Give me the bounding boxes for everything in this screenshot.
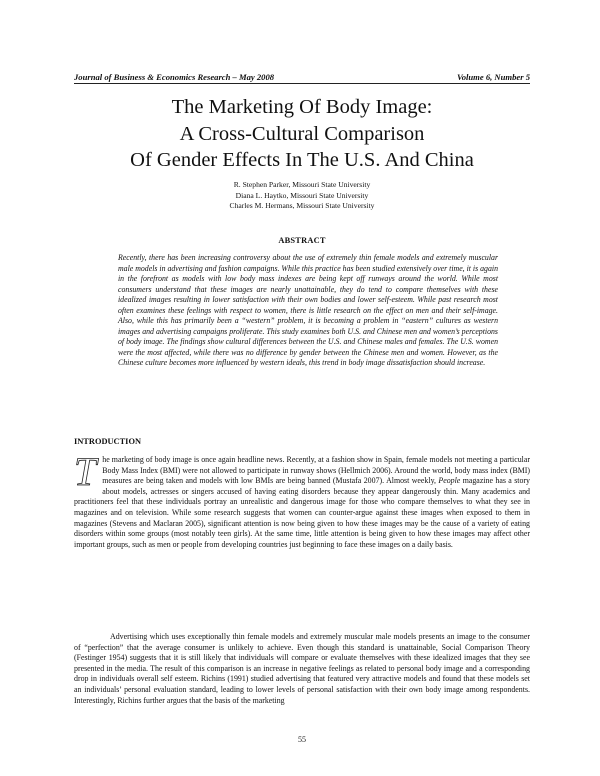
- title-line-2: A Cross-Cultural Comparison: [179, 122, 425, 145]
- drop-cap: T: [74, 449, 97, 494]
- introduction-paragraph-1: [74, 449, 531, 550]
- intro-text-italic: People: [438, 476, 461, 486]
- intro-text-a: he marketing of body image is once again headline news. Recently, at a fashion show in Spain, female models not meeting a particular Body Mass Index (BMI) were not allowed to participate in runway shows (Hellmich 2006). Around the world, body mass index (BMI) measures are being taken and models with low BMIs are being banned (Mustafa 2007). Almost weekly,: [102, 455, 530, 486]
- author-3: Charles M. Hermans, Missouri State University: [229, 201, 375, 210]
- page-number: 55: [298, 735, 306, 744]
- running-header: [74, 72, 530, 82]
- abstract-heading: ABSTRACT: [278, 236, 326, 245]
- volume-number: Volume 6, Number 5: [456, 72, 530, 82]
- journal-name: Journal of Business & Economics Research – May 2008: [74, 72, 275, 82]
- abstract-body: Recently, there has been increasing controversy about the use of extremely thin female models and extremely muscular male models in advertising and fashion campaigns. While this practice has been studied extensively over time, it is again in the forefront as models with low body mass indexes are being kept off runways around the world. While most consumers understand that these images are nearly unattainable, they do tend to compare themselves with these idealized images resulting in lower satisfaction with their own bodies and lower self-esteem. While past research most often examines these feelings with respect to women, there is little research on the effect on men and their self-image. Also, while this has primarily been a “western” problem, it is becoming a problem in “eastern” cultures as western images and advertising campaigns proliferate. This study examines both U.S. and Chinese men and women’s perceptions of body image. The findings show cultural differences between the U.S. and Chinese males and females. The U.S. women were the most affected, while there was no difference by gender between the Chinese men and women. However, as the Chinese culture becomes more influenced by western ideals, this trend in body image dissatisfaction should increase.: [118, 253, 498, 367]
- paper-title: [74, 94, 530, 174]
- title-line-1: The Marketing Of Body Image:: [171, 96, 433, 118]
- title-line-3: Of Gender Effects In The U.S. And China: [130, 149, 474, 171]
- intro-text-b: magazine has a story about models, actresses or singers accused of having eating disorders because they appear dangerously thin. Many academics and practitioners feel that these individuals portray an unrealistic and dangerous image for those who compare themselves to what they see in magazines and on television. While some research suggests that women can counter-argue against these images when exposed to them in magazines (Stevens and Maclaran 2005), significant attention is now being given to how these images may be the cause of a variety of eating disorders within some groups (most notably teen girls). At the same time, little attention is being given to how these images may affect other important groups, such as men or people from developing countries just beginning to face these images on a daily basis.: [74, 476, 531, 549]
- author-1: R. Stephen Parker, Missouri State University: [233, 180, 371, 189]
- author-2: Diana L. Haytko, Missouri State University: [235, 190, 369, 200]
- introduction-heading: INTRODUCTION: [74, 437, 142, 446]
- introduction-paragraph-2: Advertising which uses exceptionally thin female models and extremely muscular male models presents an image to the consumer of “perfection” that the average consumer is unlikely to achieve. Even though this standard is unattainable, Social Comparison Theory (Festinger 1954) suggests that it is still likely that individuals will compare or evaluate themselves with these idealized images that they see presented in the media. The result of this comparison is an increase in negative feelings as related to personal body image and a corresponding drop in individuals overall self esteem. Richins (1991) studied advertising that featured very attractive models and found that these models set an individuals’ personal evaluation standard, leading to lower levels of personal satisfaction with their own body image among respondents. Interestingly, Richins further argues that the basis of the marketing: [74, 632, 530, 705]
- header-rule: [74, 83, 530, 84]
- author-list: [74, 180, 530, 212]
